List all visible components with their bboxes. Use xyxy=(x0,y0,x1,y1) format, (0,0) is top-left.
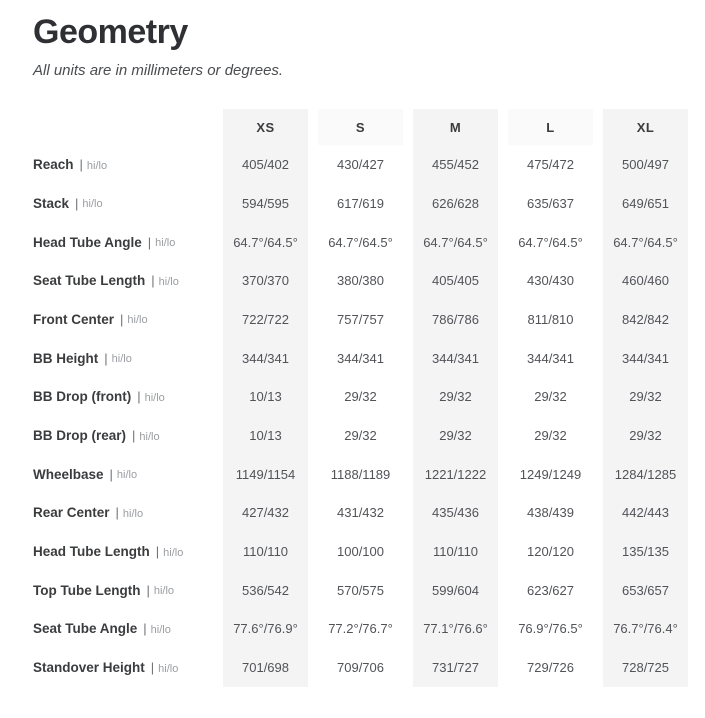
cell-value: 64.7°/64.5° xyxy=(413,223,498,262)
hilo-label: hi/lo xyxy=(150,623,171,636)
hilo-label: hi/lo xyxy=(111,353,132,366)
row-label-text: Rear Center xyxy=(33,505,110,521)
row-label-text: Head Tube Angle xyxy=(33,234,142,250)
cell-value: 29/32 xyxy=(603,416,688,455)
cell-value: 623/627 xyxy=(527,582,574,598)
cell-value: 757/757 xyxy=(337,311,384,327)
row-label-text: BB Drop (front) xyxy=(33,389,132,405)
geometry-table xyxy=(33,109,688,687)
label-separator: | xyxy=(146,582,150,598)
cell-value: 475/472 xyxy=(527,157,574,173)
cell-value: 430/427 xyxy=(337,157,384,173)
column-header-m: M xyxy=(413,109,498,145)
hilo-label: hi/lo xyxy=(158,662,179,675)
cell-value: 405/405 xyxy=(413,261,498,300)
cell-value: 29/32 xyxy=(344,389,377,405)
page-subtitle: All units are in millimeters or degrees. xyxy=(33,62,284,80)
cell-value: 455/452 xyxy=(413,145,498,184)
row-label xyxy=(33,339,213,378)
cell-value: 64.7°/64.5° xyxy=(603,223,688,262)
hilo-label: hi/lo xyxy=(86,159,108,172)
cell-value: 653/657 xyxy=(603,571,688,610)
cell-value: 536/542 xyxy=(223,571,308,610)
cell-value: 570/575 xyxy=(337,582,384,598)
cell-value: 64.7°/64.5° xyxy=(223,223,308,262)
row-label xyxy=(33,532,213,571)
row-label xyxy=(33,223,213,262)
cell-value: 1284/1285 xyxy=(603,455,688,494)
row-label xyxy=(33,145,213,184)
cell-value: 442/443 xyxy=(603,494,688,533)
cell-value: 77.1°/76.6° xyxy=(413,610,498,649)
cell-value: 76.7°/76.4° xyxy=(603,610,688,649)
cell-value: 77.6°/76.9° xyxy=(223,610,308,649)
row-label-text: Seat Tube Length xyxy=(33,273,146,289)
cell-value: 370/370 xyxy=(223,261,308,300)
label-separator: | xyxy=(132,428,136,444)
hilo-label: hi/lo xyxy=(163,546,184,559)
cell-value: 842/842 xyxy=(603,300,688,339)
cell-value: 709/706 xyxy=(337,660,384,676)
label-separator: | xyxy=(120,311,124,327)
cell-value: 344/341 xyxy=(337,350,384,366)
cell-value: 344/341 xyxy=(603,339,688,378)
column-header-l: L xyxy=(508,109,593,145)
hilo-label: hi/lo xyxy=(122,507,144,520)
label-separator: | xyxy=(147,234,152,250)
cell-value: 10/13 xyxy=(223,378,308,417)
cell-value: 649/651 xyxy=(603,184,688,223)
cell-value: 29/32 xyxy=(413,378,498,417)
row-label xyxy=(33,261,213,300)
cell-value: 731/727 xyxy=(413,648,498,687)
hilo-label: hi/lo xyxy=(139,430,160,443)
cell-value: 10/13 xyxy=(223,416,308,455)
cell-value: 76.9°/76.5° xyxy=(518,621,583,637)
cell-value: 617/619 xyxy=(337,195,384,211)
cell-value: 599/604 xyxy=(413,571,498,610)
label-separator: | xyxy=(137,389,141,405)
hilo-label: hi/lo xyxy=(158,275,179,288)
row-label-text: BB Height xyxy=(33,350,99,366)
cell-value: 460/460 xyxy=(603,261,688,300)
cell-value: 29/32 xyxy=(603,378,688,417)
cell-value: 110/110 xyxy=(223,532,308,571)
row-label xyxy=(33,455,213,494)
hilo-label: hi/lo xyxy=(144,391,165,404)
cell-value: 100/100 xyxy=(337,544,384,560)
cell-value: 405/402 xyxy=(223,145,308,184)
cell-value: 594/595 xyxy=(223,184,308,223)
row-label-text: Stack xyxy=(33,195,70,211)
cell-value: 722/722 xyxy=(223,300,308,339)
cell-value: 64.7°/64.5° xyxy=(328,234,393,250)
cell-value: 135/135 xyxy=(603,532,688,571)
column-header-xl: XL xyxy=(603,109,688,145)
label-separator: | xyxy=(75,195,79,211)
cell-value: 701/698 xyxy=(223,648,308,687)
row-label-text: Standover Height xyxy=(33,660,145,676)
row-label xyxy=(33,378,213,417)
row-label-text: Reach xyxy=(33,157,74,173)
row-label xyxy=(33,300,213,339)
cell-value: 728/725 xyxy=(603,648,688,687)
cell-value: 430/430 xyxy=(527,273,574,289)
cell-value: 29/32 xyxy=(344,428,377,444)
cell-value: 344/341 xyxy=(223,339,308,378)
label-separator: | xyxy=(155,544,160,560)
row-label-text: Wheelbase xyxy=(33,466,104,482)
cell-value: 729/726 xyxy=(527,660,574,676)
cell-value: 120/120 xyxy=(527,544,574,560)
cell-value: 811/810 xyxy=(527,311,574,327)
label-separator: | xyxy=(109,466,113,482)
row-label-text: BB Drop (rear) xyxy=(33,428,127,444)
row-label xyxy=(33,494,213,533)
cell-value: 1149/1154 xyxy=(223,455,308,494)
cell-value: 344/341 xyxy=(413,339,498,378)
hilo-label: hi/lo xyxy=(127,314,148,327)
column-header-spacer xyxy=(33,109,213,145)
label-separator: | xyxy=(143,621,147,637)
cell-value: 29/32 xyxy=(413,416,498,455)
row-label-text: Top Tube Length xyxy=(33,582,141,598)
cell-value: 435/436 xyxy=(413,494,498,533)
page-title: Geometry xyxy=(33,13,188,51)
cell-value: 431/432 xyxy=(337,505,384,521)
row-label xyxy=(33,416,213,455)
column-header-xs: XS xyxy=(223,109,308,145)
row-label-text: Seat Tube Angle xyxy=(33,621,138,637)
cell-value: 1221/1222 xyxy=(413,455,498,494)
cell-value: 29/32 xyxy=(534,428,567,444)
label-separator: | xyxy=(150,660,155,676)
row-label xyxy=(33,648,213,687)
row-label-text: Head Tube Length xyxy=(33,544,150,560)
cell-value: 626/628 xyxy=(413,184,498,223)
label-separator: | xyxy=(115,505,119,521)
column-header-s: S xyxy=(318,109,403,145)
cell-value: 500/497 xyxy=(603,145,688,184)
row-label xyxy=(33,571,213,610)
cell-value: 77.2°/76.7° xyxy=(328,621,393,637)
cell-value: 1188/1189 xyxy=(330,466,391,482)
label-separator: | xyxy=(104,350,108,366)
cell-value: 635/637 xyxy=(527,195,574,211)
hilo-label: hi/lo xyxy=(82,198,103,211)
cell-value: 64.7°/64.5° xyxy=(518,234,583,250)
cell-value: 427/432 xyxy=(223,494,308,533)
cell-value: 344/341 xyxy=(527,350,574,366)
label-separator: | xyxy=(151,273,155,289)
cell-value: 1249/1249 xyxy=(519,466,582,482)
cell-value: 29/32 xyxy=(534,389,567,405)
hilo-label: hi/lo xyxy=(153,585,175,598)
cell-value: 438/439 xyxy=(527,505,574,521)
hilo-label: hi/lo xyxy=(116,469,138,482)
cell-value: 380/380 xyxy=(337,273,384,289)
cell-value: 110/110 xyxy=(413,532,498,571)
row-label xyxy=(33,610,213,649)
hilo-label: hi/lo xyxy=(155,237,176,250)
label-separator: | xyxy=(79,157,83,173)
cell-value: 786/786 xyxy=(413,300,498,339)
row-label xyxy=(33,184,213,223)
row-label-text: Front Center xyxy=(33,311,114,327)
